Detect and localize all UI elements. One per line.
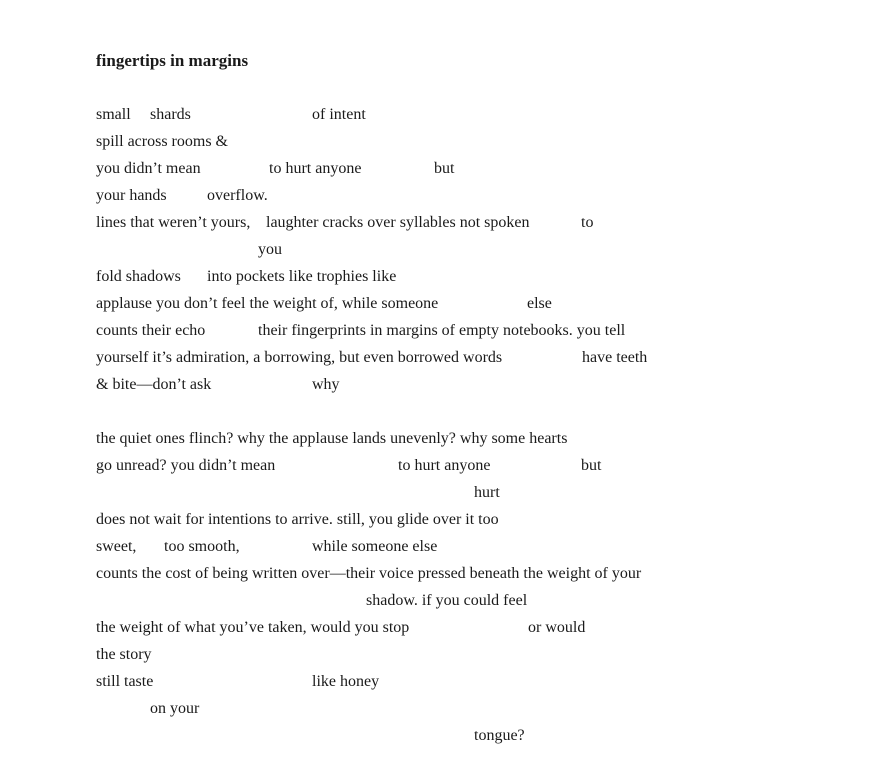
poem-line-5-fragment-1: lines that weren’t yours, xyxy=(96,214,251,231)
poem-line-1-fragment-2: shards xyxy=(150,106,191,123)
poem-line-21-fragment-2: like honey xyxy=(312,673,380,690)
poem-line-3-fragment-1: you didn’t mean xyxy=(96,160,201,177)
poem-line-9-fragment-1: counts their echo xyxy=(96,322,206,339)
poem-line-16-fragment-1: sweet, xyxy=(96,538,137,555)
poem-line-14-fragment-1: hurt xyxy=(474,484,500,501)
poem-line-13-fragment-3: but xyxy=(581,457,602,474)
poem-line-7-fragment-2: into pockets like trophies like xyxy=(207,268,397,285)
poem-line-1-fragment-1: small xyxy=(96,106,131,123)
poem-line-4-fragment-1: your hands xyxy=(96,187,167,204)
poem-line-2-fragment-1: spill across rooms & xyxy=(96,133,228,150)
poem-line-18-fragment-1: shadow. if you could feel xyxy=(366,592,528,609)
poem-line-10-fragment-2: have teeth xyxy=(582,349,648,366)
poem-line-20-fragment-1: the story xyxy=(96,646,152,663)
poem-line-8-fragment-1: applause you don’t feel the weight of, while someone xyxy=(96,295,439,312)
poem-line-16-fragment-2: too smooth, xyxy=(164,538,240,555)
poem-line-12-fragment-1: the quiet ones flinch? why the applause lands unevenly? why some hearts xyxy=(96,430,568,447)
poem-line-11-fragment-1: & bite—don’t ask xyxy=(96,376,212,393)
poem-line-7-fragment-1: fold shadows xyxy=(96,268,181,285)
poem-line-11-fragment-2: why xyxy=(312,376,340,393)
poem-line-6-fragment-1: you xyxy=(258,241,282,258)
poem-line-1-fragment-3: of intent xyxy=(312,106,366,123)
poem-line-13-fragment-2: to hurt anyone xyxy=(398,457,491,474)
poem-line-19-fragment-2: or would xyxy=(528,619,586,636)
poem-line-17-fragment-1: counts the cost of being written over—their voice pressed beneath the weight of your xyxy=(96,565,642,582)
poem-line-4-fragment-2: overflow. xyxy=(207,187,268,204)
poem-line-15-fragment-1: does not wait for intentions to arrive. still, you glide over it too xyxy=(96,511,499,528)
poem-line-19-fragment-1: the weight of what you’ve taken, would you stop xyxy=(96,619,410,636)
poem-line-9-fragment-2: their fingerprints in margins of empty notebooks. you tell xyxy=(258,322,626,339)
poem-line-22-fragment-1: on your xyxy=(150,700,200,717)
poem-line-3-fragment-3: but xyxy=(434,160,455,177)
poem-title: fingertips in margins xyxy=(96,51,249,70)
poem-line-21-fragment-1: still taste xyxy=(96,673,154,690)
poem-line-16-fragment-3: while someone else xyxy=(312,538,438,555)
poem-line-5-fragment-2: laughter cracks over syllables not spoken xyxy=(266,214,530,231)
poem-line-13-fragment-1: go unread? you didn’t mean xyxy=(96,457,276,474)
poem-line-5-fragment-3: to xyxy=(581,214,594,231)
poem-line-3-fragment-2: to hurt anyone xyxy=(269,160,362,177)
poem-line-10-fragment-1: yourself it’s admiration, a borrowing, but even borrowed words xyxy=(96,349,503,366)
poem-line-23-fragment-1: tongue? xyxy=(474,727,525,744)
poem-line-8-fragment-2: else xyxy=(527,295,552,312)
